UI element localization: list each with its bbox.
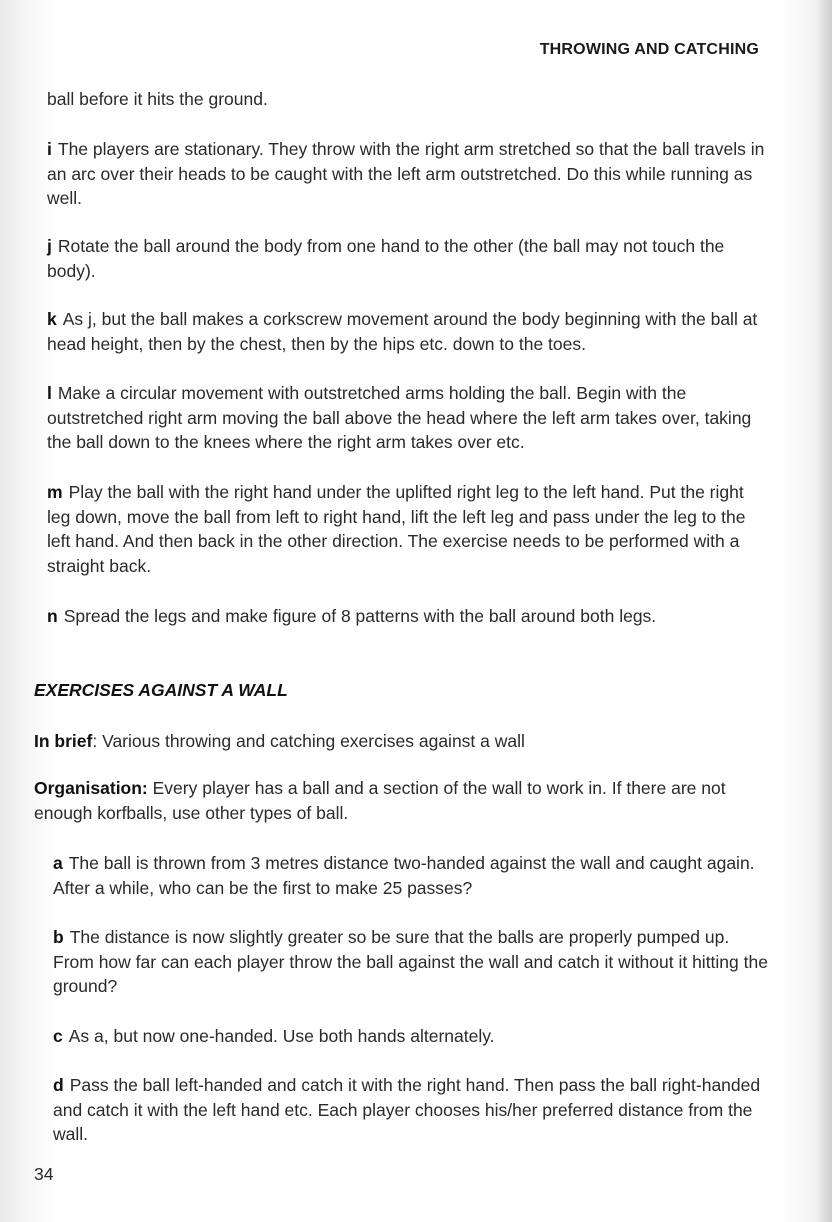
- item-text: Make a circular movement with outstretched arms holding the ball. Begin with the outstretched right arm moving the ball above the head where the left arm takes over, taking the ball down to the knees where the right arm takes over etc.: [47, 383, 752, 452]
- item-text: As j, but the ball makes a corkscrew movement around the body beginning with the ball at head height, then by the chest, then by the hips etc. down to the toes.: [47, 309, 758, 354]
- exercise-item-i: [47, 137, 765, 211]
- organisation-label: Organisation:: [34, 778, 148, 798]
- item-text: The players are stationary. They throw with the right arm stretched so that the ball travels in an arc over their heads to be caught with the left arm outstretched. Do this while running as well.: [47, 139, 765, 208]
- exercise-item-k: [47, 307, 765, 356]
- item-text: Rotate the ball around the body from one hand to the other (the ball may not touch the body).: [47, 236, 725, 281]
- item-label: k: [47, 309, 57, 329]
- exercise-item-j: [47, 234, 765, 283]
- item-label: l: [47, 383, 52, 403]
- in-brief-label: In brief: [34, 731, 93, 751]
- in-brief-text: : Various throwing and catching exercises against a wall: [92, 731, 525, 751]
- paragraph-continuation: [47, 87, 765, 112]
- item-text: As a, but now one-handed. Use both hands alternately.: [68, 1026, 495, 1046]
- item-label: n: [47, 606, 58, 626]
- in-brief-line: [34, 729, 774, 754]
- organisation-paragraph: [34, 776, 774, 825]
- exercise-item-b: [53, 925, 773, 999]
- organisation-text: Every player has a ball and a section of the wall to work in. If there are not enough korfballs, use other types of ball.: [34, 778, 726, 823]
- item-text: Play the ball with the right hand under the uplifted right leg to the left hand. Put the right leg down, move the ball from left to right hand, lift the left leg and pass under the leg to the left hand. And then back in the other direction. The exercise needs to be performed with a straight back.: [47, 482, 746, 576]
- exercise-item-m: [47, 480, 765, 578]
- item-text: The distance is now slightly greater so be sure that the balls are properly pumped up. From how far can each player throw the ball against the wall and catch it without it hitting the ground?: [53, 927, 768, 996]
- item-label: b: [53, 927, 64, 947]
- exercise-item-l: [47, 381, 765, 455]
- item-label: i: [47, 139, 52, 159]
- section-heading: EXERCISES AGAINST A WALL: [34, 680, 288, 700]
- page-number: 34: [34, 1164, 54, 1184]
- exercise-item-a: [53, 851, 773, 900]
- item-label: m: [47, 482, 63, 502]
- item-text: Pass the ball left-handed and catch it with the right hand. Then pass the ball right-handed and catch it with the left hand etc. Each player chooses his/her preferred distance from the wall.: [53, 1075, 761, 1144]
- item-label: d: [53, 1075, 64, 1095]
- item-label: c: [53, 1026, 63, 1046]
- exercise-item-c: [53, 1024, 773, 1049]
- running-header: THROWING AND CATCHING: [539, 41, 759, 58]
- exercise-item-n: [47, 604, 765, 629]
- item-text: The ball is thrown from 3 metres distance two-handed against the wall and caught again. After a while, who can be the first to make 25 passes?: [53, 853, 755, 898]
- item-label: a: [53, 853, 63, 873]
- exercise-item-d: [53, 1073, 773, 1147]
- paragraph-text: ball before it hits the ground.: [47, 89, 268, 109]
- item-label: j: [47, 236, 52, 256]
- item-text: Spread the legs and make figure of 8 patterns with the ball around both legs.: [63, 606, 657, 626]
